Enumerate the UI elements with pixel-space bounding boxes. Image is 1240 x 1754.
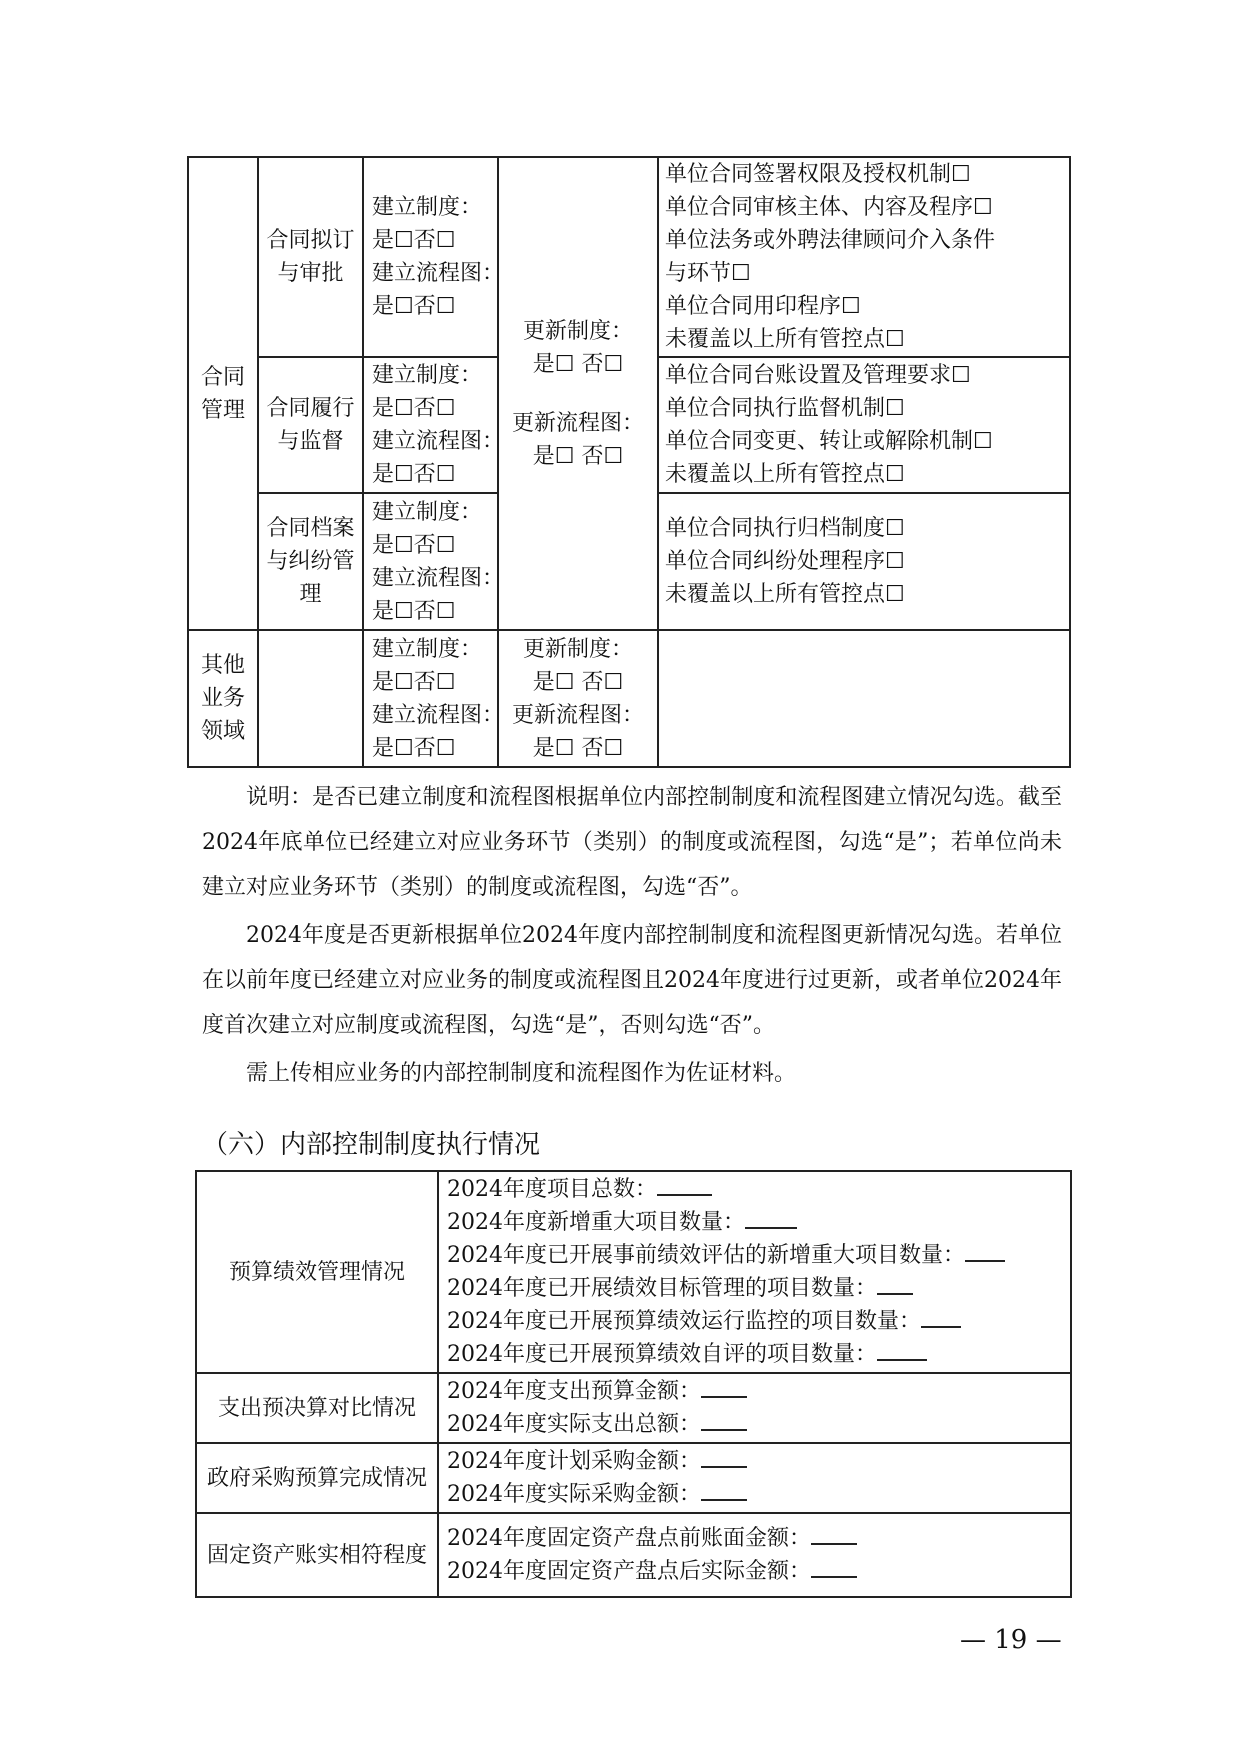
- value-label: 2024年度计划采购金额：: [447, 1449, 701, 1474]
- establish-cell: [363, 630, 505, 767]
- category-line: 领域: [200, 719, 245, 744]
- subcategory-line: 合同档案: [266, 516, 355, 541]
- update-cell-other: [498, 630, 658, 767]
- update-checkbox-line[interactable]: 是☐ 否☐: [532, 351, 624, 377]
- establish-checkbox-line[interactable]: 是☐否☐: [372, 462, 456, 487]
- category-line: 业务: [200, 686, 245, 711]
- empty-subcategory-cell: [258, 630, 363, 767]
- control-point[interactable]: 单位合同签署权限及授权机制☐: [665, 162, 971, 187]
- value-label: 2024年度已开展事前绩效评估的新增重大项目数量：: [447, 1243, 965, 1268]
- fill-blank[interactable]: [877, 1339, 927, 1361]
- subcategory-archive: [258, 493, 363, 630]
- subcategory-line: 与审批: [277, 261, 344, 286]
- control-point: 单位法务或外聘法律顾问介入条件: [665, 228, 996, 253]
- value-label: 2024年度固定资产盘点后实际金额：: [447, 1559, 811, 1584]
- category-line: 其他: [200, 653, 245, 678]
- value-label: 2024年度项目总数：: [447, 1177, 657, 1202]
- establish-line: 建立制度：: [372, 195, 483, 220]
- control-point[interactable]: 单位合同变更、转让或解除机制☐: [665, 429, 993, 454]
- establish-cell: [363, 357, 505, 493]
- subcategory-line: 与监督: [277, 429, 344, 454]
- section-heading: （六）内部控制制度执行情况: [202, 1130, 541, 1160]
- establish-line: 建立制度：: [372, 363, 483, 388]
- control-point[interactable]: 单位合同台账设置及管理要求☐: [665, 363, 971, 388]
- establish-line: 建立流程图：: [372, 702, 505, 728]
- subcategory-line: 理: [299, 582, 322, 607]
- establish-checkbox-line[interactable]: 是☐否☐: [372, 735, 456, 761]
- control-system-table: [187, 156, 1071, 768]
- establish-checkbox-line[interactable]: 是☐否☐: [372, 228, 456, 253]
- control-point[interactable]: 单位合同执行归档制度☐: [665, 516, 905, 541]
- row-values: [438, 1443, 1071, 1513]
- fill-blank[interactable]: [701, 1446, 747, 1468]
- establish-checkbox-line[interactable]: 是☐否☐: [372, 598, 456, 624]
- category-contract: [188, 157, 258, 630]
- fill-blank[interactable]: [921, 1306, 961, 1328]
- value-label: 2024年度已开展预算绩效自评的项目数量：: [447, 1342, 877, 1367]
- row-label: 固定资产账实相符程度: [196, 1513, 438, 1597]
- subcategory-line: 合同履行: [266, 396, 355, 421]
- page-number: — 19 —: [960, 1625, 1062, 1655]
- category-line: 合同: [200, 364, 245, 390]
- category-other: [188, 630, 258, 767]
- update-cell-contract: [498, 157, 658, 630]
- subcategory-drafting: [258, 157, 363, 357]
- fill-blank[interactable]: [811, 1523, 857, 1545]
- value-label: 2024年度已开展绩效目标管理的项目数量：: [447, 1276, 877, 1301]
- control-point[interactable]: 单位合同审核主体、内容及程序☐: [665, 195, 993, 220]
- control-points-cell: [658, 493, 1070, 630]
- note-paragraph: 需上传相应业务的内部控制制度和流程图作为佐证材料。: [246, 1061, 797, 1086]
- establish-checkbox-line[interactable]: 是☐否☐: [372, 396, 456, 421]
- update-line: 更新流程图：: [511, 702, 644, 728]
- update-checkbox-line[interactable]: 是☐ 否☐: [532, 735, 624, 761]
- update-checkbox-line[interactable]: 是☐ 否☐: [532, 669, 624, 695]
- value-label: 2024年度固定资产盘点前账面金额：: [447, 1526, 811, 1551]
- row-values: [438, 1171, 1071, 1373]
- fill-blank[interactable]: [877, 1273, 913, 1295]
- establish-line: 建立制度：: [372, 636, 483, 662]
- row-values: [438, 1373, 1071, 1443]
- control-point[interactable]: 未覆盖以上所有管控点☐: [665, 462, 905, 487]
- fill-blank[interactable]: [701, 1376, 747, 1398]
- establish-line: 建立流程图：: [372, 261, 505, 286]
- establish-checkbox-line[interactable]: 是☐否☐: [372, 294, 456, 319]
- control-point[interactable]: 未覆盖以上所有管控点☐: [665, 327, 905, 352]
- establish-checkbox-line[interactable]: 是☐否☐: [372, 532, 456, 558]
- value-label: 2024年度新增重大项目数量：: [447, 1210, 745, 1235]
- subcategory-line: 合同拟订: [266, 228, 355, 253]
- fill-blank[interactable]: [811, 1556, 857, 1578]
- note-paragraph: 2024年度是否更新根据单位2024年度内部控制制度和流程图更新情况勾选。若单位在以前年度已经建立对应业务的制度或流程图且2024年度进行过更新，或者单位2024年度首次建立对应制度或流程图，勾选“是”，否则勾选“否”。: [202, 923, 1062, 1038]
- execution-table: [195, 1170, 1072, 1598]
- update-line: 更新制度：: [522, 318, 633, 344]
- control-point[interactable]: 单位合同用印程序☐: [665, 294, 861, 319]
- establish-cell: [363, 493, 505, 630]
- control-point[interactable]: 未覆盖以上所有管控点☐: [665, 582, 905, 607]
- subcategory-line: 与纠纷管: [266, 549, 355, 574]
- control-points-cell: [658, 157, 1070, 357]
- value-label: 2024年度实际采购金额：: [447, 1482, 701, 1507]
- establish-line: 建立制度：: [372, 499, 483, 525]
- subcategory-performance: [258, 357, 363, 493]
- establish-cell: [363, 157, 505, 357]
- value-label: 2024年度实际支出总额：: [447, 1412, 701, 1437]
- value-label: 2024年度支出预算金额：: [447, 1379, 701, 1404]
- update-line: 更新流程图：: [511, 410, 644, 436]
- establish-line: 建立流程图：: [372, 565, 505, 591]
- fill-blank[interactable]: [965, 1240, 1005, 1262]
- establish-line: 建立流程图：: [372, 429, 505, 454]
- fill-blank[interactable]: [745, 1207, 797, 1229]
- row-label: 政府采购预算完成情况: [196, 1443, 438, 1513]
- control-point[interactable]: 单位合同执行监督机制☐: [665, 396, 905, 421]
- row-values: [438, 1513, 1071, 1597]
- control-point[interactable]: 与环节☐: [665, 261, 751, 286]
- row-label: 支出预决算对比情况: [196, 1373, 438, 1443]
- fill-blank[interactable]: [701, 1479, 747, 1501]
- update-checkbox-line[interactable]: 是☐ 否☐: [532, 443, 624, 469]
- notes-block: [202, 775, 1062, 1096]
- fill-blank[interactable]: [657, 1174, 712, 1196]
- category-line: 管理: [200, 397, 245, 423]
- value-label: 2024年度已开展预算绩效运行监控的项目数量：: [447, 1309, 921, 1334]
- control-point[interactable]: 单位合同纠纷处理程序☐: [665, 549, 905, 574]
- row-label: 预算绩效管理情况: [196, 1171, 438, 1373]
- fill-blank[interactable]: [701, 1409, 747, 1431]
- empty-points-cell: [658, 630, 1070, 767]
- update-line: 更新制度：: [522, 636, 633, 662]
- note-paragraph: 说明：是否已建立制度和流程图根据单位内部控制制度和流程图建立情况勾选。截至2024年底单位已经建立对应业务环节（类别）的制度或流程图，勾选“是”；若单位尚未建立对应业务环节（类别）的制度或流程图，勾选“否”。: [202, 785, 1062, 900]
- establish-checkbox-line[interactable]: 是☐否☐: [372, 669, 456, 695]
- control-points-cell: [658, 357, 1070, 493]
